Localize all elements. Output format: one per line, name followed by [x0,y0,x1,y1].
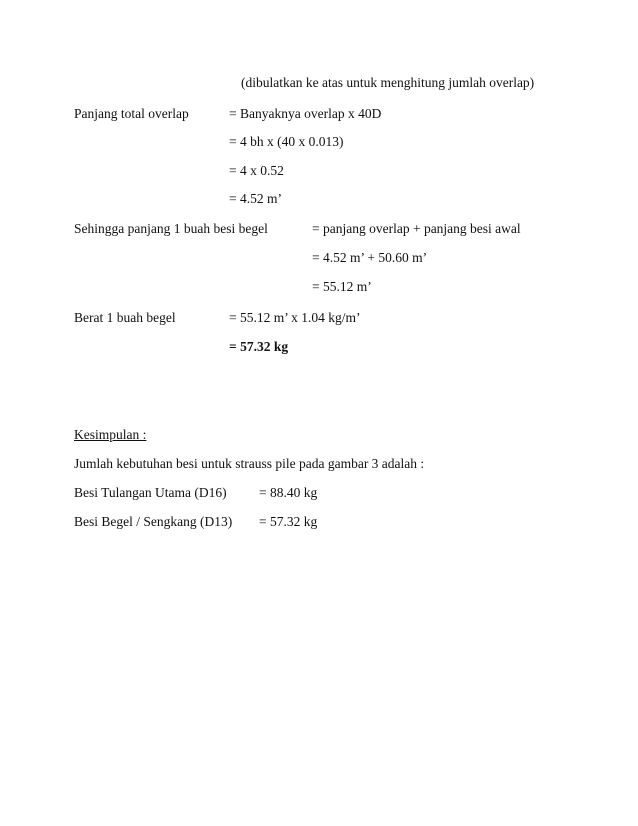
begel-length-line-2: = 4.52 m’ + 50.60 m’ [312,250,428,265]
overlap-result: = 4.52 m’ [229,191,282,206]
begel-length-line-1: = panjang overlap + panjang besi awal [312,221,521,236]
overlap-label: Panjang total overlap [74,106,189,121]
begel-weight-line-1: = 55.12 m’ x 1.04 kg/m’ [229,310,361,325]
begel-length-result: = 55.12 m’ [312,279,372,294]
conclusion-item-begel-value: = 57.32 kg [259,514,318,529]
overlap-line-1: = Banyaknya overlap x 40D [229,106,382,121]
conclusion-item-main-value: = 88.40 kg [259,485,318,500]
overlap-line-3: = 4 x 0.52 [229,163,284,178]
overlap-line-2: = 4 bh x (40 x 0.013) [229,134,344,149]
begel-weight-label: Berat 1 buah begel [74,310,176,325]
begel-weight-result: = 57.32 kg [229,339,289,354]
conclusion-intro: Jumlah kebutuhan besi untuk strauss pile pada gambar 3 adalah : [74,456,425,471]
rounding-note: (dibulatkan ke atas untuk menghitung jumlah overlap) [241,75,535,90]
begel-length-label: Sehingga panjang 1 buah besi begel [74,221,268,236]
conclusion-heading: Kesimpulan : [74,427,147,442]
conclusion-item-begel-label: Besi Begel / Sengkang (D13) [74,514,233,529]
conclusion-item-main-label: Besi Tulangan Utama (D16) [74,485,227,500]
